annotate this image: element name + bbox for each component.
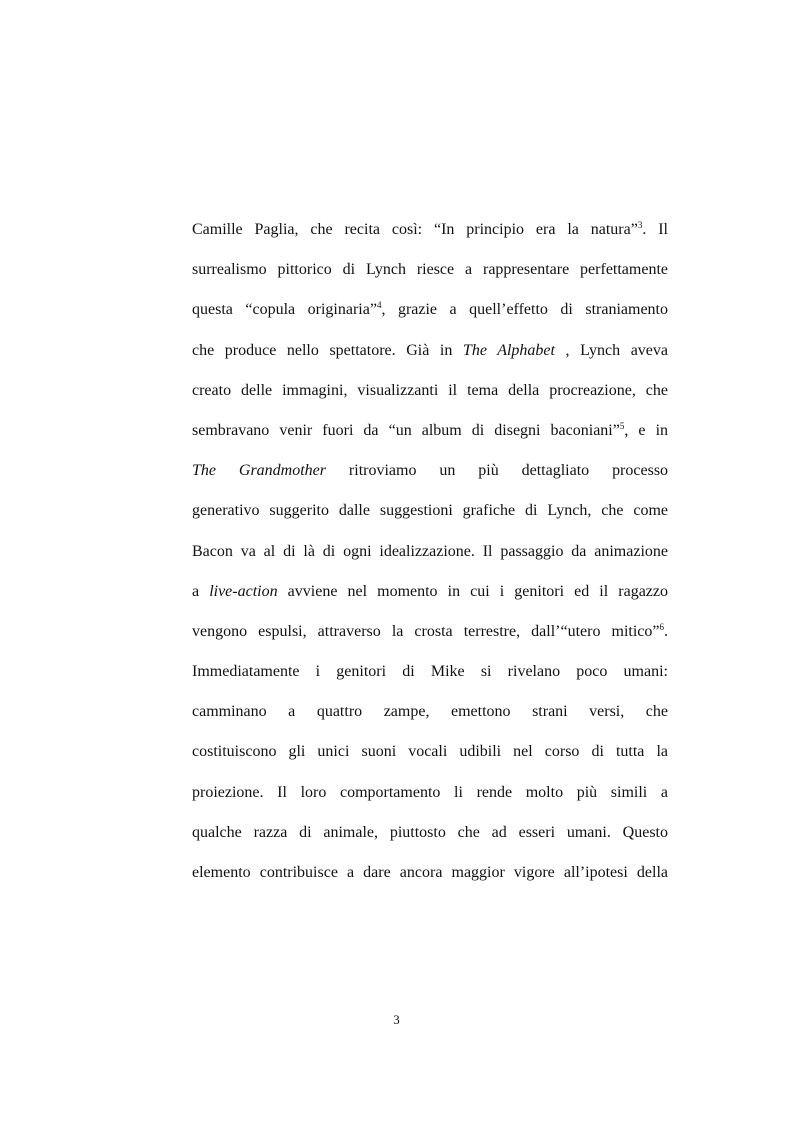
- text-line-9: [192, 539, 668, 579]
- line-text-tail: . Il: [642, 221, 668, 238]
- line-text-tail: .: [664, 622, 668, 640]
- text-line-16: [192, 820, 668, 860]
- body-text: [192, 217, 668, 900]
- line-text: sembravano venir fuori da “un album di disegni baconiani”: [192, 421, 620, 439]
- line-text: che produce nello spettatore. Già in: [192, 341, 463, 359]
- line-text: proiezione. Il loro comportamento li rende molto più simili a: [192, 783, 668, 801]
- text-line-15: [192, 780, 668, 820]
- word: un: [439, 462, 456, 480]
- text-line-7: [192, 458, 668, 498]
- line-text: elemento contribuisce a dare ancora maggior vigore all’ipotesi della: [192, 864, 668, 881]
- line-text-tail: , grazie a quell’effetto di straniamento: [381, 301, 669, 319]
- line-text: generativo suggerito dalle suggestioni grafiche di Lynch, che come: [192, 502, 668, 520]
- footnote-ref-3: 3: [637, 220, 643, 230]
- text-line-3: [192, 297, 668, 337]
- text-line-1: [192, 217, 668, 257]
- text-line-11: [192, 619, 668, 659]
- word: ritroviamo: [348, 462, 417, 480]
- footnote-ref-4: 4: [376, 300, 382, 311]
- word: processo: [612, 462, 669, 480]
- text-line-13: [192, 699, 668, 739]
- term-italic: live-action: [209, 582, 278, 600]
- line-text: questa “copula originaria”: [192, 301, 377, 319]
- text-line-4: [192, 338, 668, 378]
- text-line-6: [192, 418, 668, 458]
- footnote-ref-5: 5: [619, 420, 625, 431]
- line-text-tail: , Lynch aveva: [554, 341, 669, 359]
- text-line-14: [192, 739, 668, 779]
- text-line-12: [192, 659, 668, 699]
- line-text: camminano a quattro zampe, emettono strani versi, che: [192, 703, 668, 721]
- line-text: Immediatamente i genitori di Mike si rivelano poco umani:: [192, 663, 668, 681]
- line-text: vengono espulsi, attraverso la crosta terrestre, dall’“utero mitico”: [192, 622, 660, 640]
- line-text: costituiscono gli unici suoni vocali udibili nel corso di tutta la: [192, 743, 668, 761]
- line-text: creato delle immagini, visualizzanti il tema della procreazione, che: [192, 381, 668, 399]
- word: più: [478, 462, 499, 480]
- line-text: Camille Paglia, che recita così: “In principio era la natura”: [192, 221, 638, 238]
- text-line-2: [192, 257, 668, 297]
- text-line-8: [192, 498, 668, 538]
- line-text-tail: , e in: [624, 421, 669, 439]
- text-line-17: [192, 860, 668, 900]
- word: dettagliato: [521, 462, 590, 480]
- line-text: Bacon va al di là di ogni idealizzazione. Il passaggio da animazione: [192, 542, 668, 560]
- line-text-tail: avviene nel momento in cui i genitori ed il ragazzo: [277, 582, 668, 600]
- text-line-10: [192, 579, 668, 619]
- film-title-italic: The: [192, 462, 216, 480]
- line-text: qualche razza di animale, piuttosto che ad esseri umani. Questo: [192, 823, 668, 841]
- line-text: surrealismo pittorico di Lynch riesce a rappresentare perfettamente: [192, 261, 668, 279]
- line-text: a: [192, 582, 210, 600]
- page-number: 3: [393, 1012, 400, 1027]
- text-line-5: [192, 378, 668, 418]
- film-title-italic: The Alphabet: [462, 341, 555, 359]
- footnote-ref-6: 6: [659, 621, 664, 632]
- film-title-italic: Grandmother: [238, 462, 327, 480]
